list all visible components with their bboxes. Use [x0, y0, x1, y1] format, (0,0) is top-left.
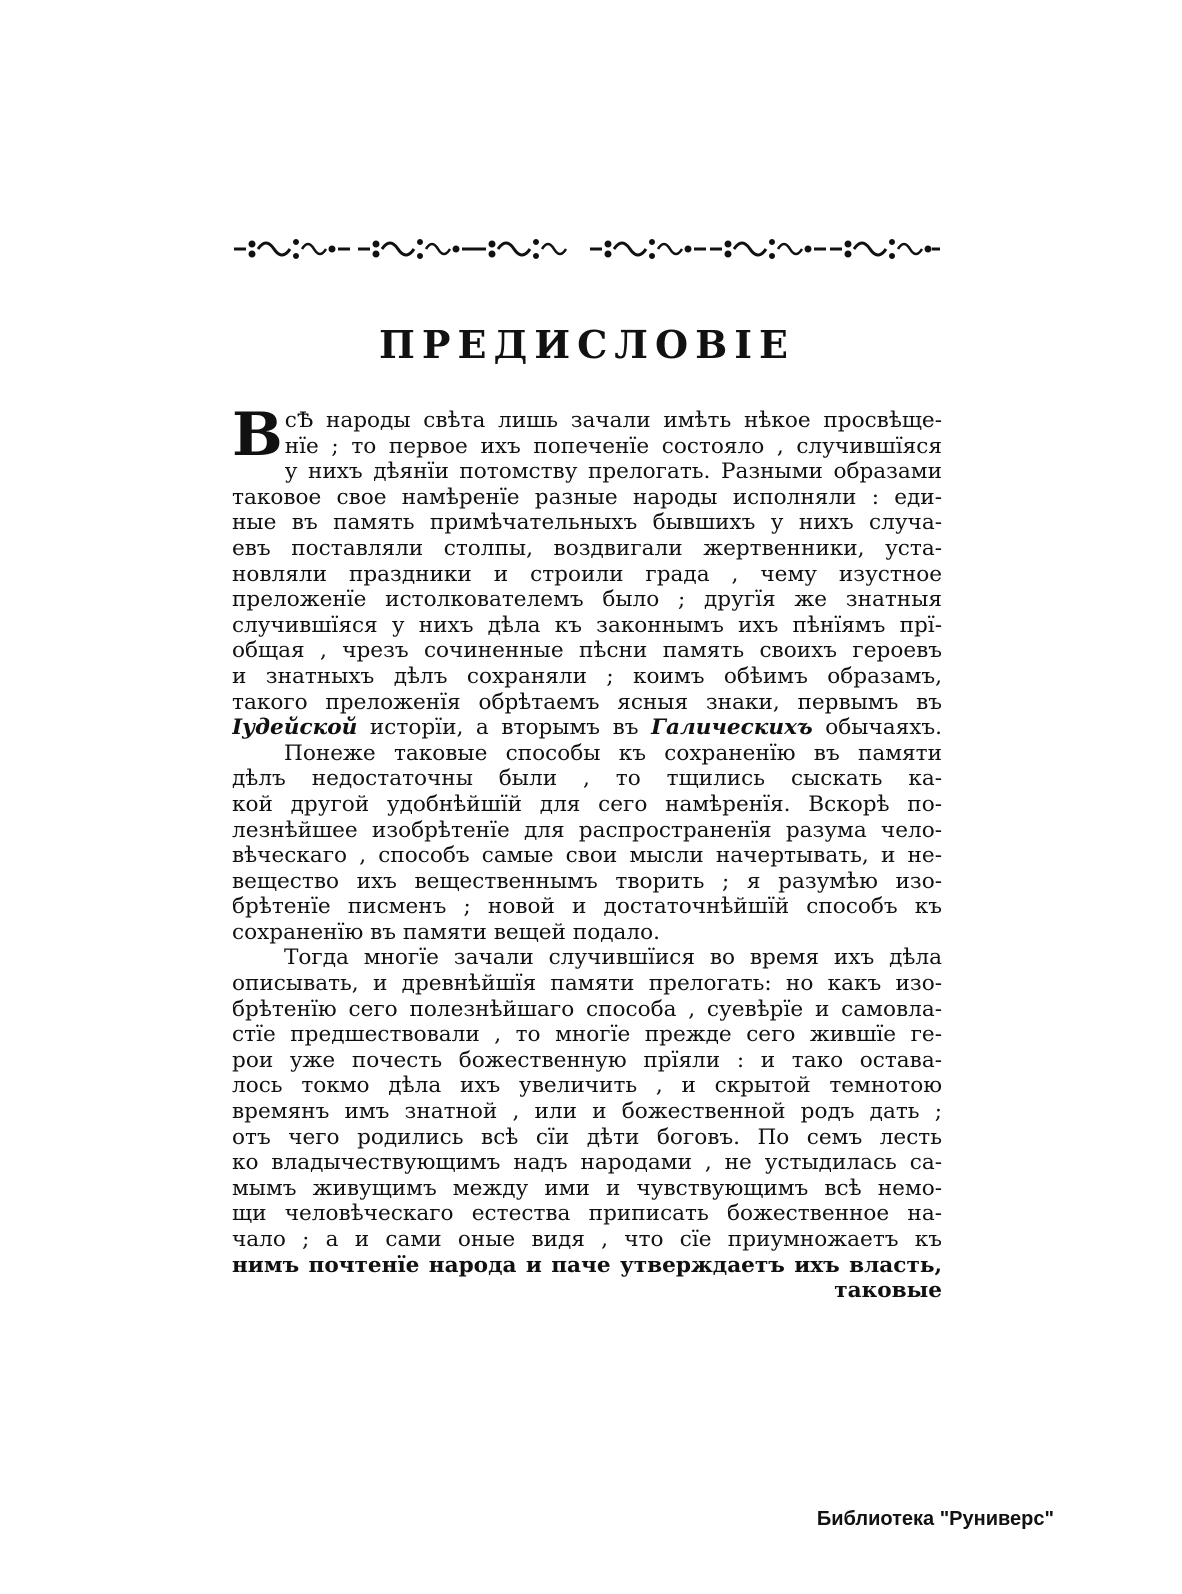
text-line: и знатныхъ дѣлъ сохраняли ; коимъ обѣимъ образамъ,: [232, 663, 942, 689]
catchword: таковые: [834, 1278, 942, 1304]
text-line: Понеже таковые способы къ сохраненїю въ памяти: [284, 740, 942, 766]
ornament-segment: [358, 240, 474, 259]
text-line: ко владычествующимъ надъ народами , не устыдилась са-: [232, 1150, 942, 1176]
page-title: ПРЕДИСЛОВІЕ: [379, 322, 795, 367]
text-line: случившїяся у нихъ дѣла къ законнымъ ихъ пѣнїямъ прї-: [232, 612, 942, 638]
text-line: сохраненїю въ памяти вещей подало.: [232, 919, 660, 945]
text-line: такого преложенїя обрѣтаемъ ясныя знаки, первымъ въ: [232, 689, 942, 715]
ornament-segment: [474, 240, 566, 259]
text-line: описывать, и древнѣйшїя памяти прелогать: но какъ изо-: [232, 971, 942, 997]
ornament-segment: [234, 240, 350, 259]
preface-text: [232, 400, 942, 1304]
text-line: у нихъ дѣянїи потомству прелогать. Разными образами: [284, 459, 942, 485]
text-line: нїе ; то первое ихъ попеченїе состояло , случившїяся: [284, 433, 942, 459]
text-line: брѣтенїе писменъ ; новой и достаточнѣйшїй способъ къ: [232, 894, 942, 920]
text-line: преложенїе истолкователемъ было ; другїя же знатныя: [232, 587, 942, 613]
paragraph-1: [232, 400, 942, 741]
text-line: вѣческаго , способъ самые свои мысли начертывать, и не-: [232, 843, 942, 869]
text-line: нимъ почтенїе народа и паче утверждаетъ ихъ власть,: [232, 1252, 942, 1278]
text-line: времянъ имъ знатной , или и божественной родъ дать ;: [232, 1099, 942, 1125]
text-line: щи человѣческаго естества приписать божественное на-: [232, 1201, 942, 1227]
ornament-segment: [830, 240, 940, 259]
text-line: чало ; а и сами оные видя , что сїе приумножаетъ къ: [232, 1227, 942, 1252]
library-footer: Библиотека "Руниверс": [816, 1508, 1054, 1530]
text-line: общая , чрезъ сочиненные пѣсни память своихъ героевъ: [232, 638, 942, 664]
text-line: лось токмо дѣла ихъ увеличить , и скрытой темнотою: [232, 1073, 942, 1099]
text-line: дѣлъ недостаточны были , то тщились сыскать ка-: [232, 766, 942, 792]
emphasis-gallic: Галическихъ: [651, 715, 813, 741]
emphasis-judean: Iудейской: [232, 715, 358, 741]
text-line: отъ чего родились всѣ сїи дѣти боговъ. По семъ лесть: [232, 1124, 942, 1150]
text-line: мымъ живущимъ между ими и чувствующимъ всѣ немо-: [232, 1175, 942, 1201]
text-fragment: исторїи, а вторымъ въ: [357, 715, 652, 741]
text-line: сѢ народы свѣта лишь зачали имѣть нѣкое просвѣще-: [284, 408, 942, 433]
ornamental-headpiece: [232, 232, 942, 266]
text-line: лезнѣйшее изобрѣтенїе для распространенїя разума чело-: [232, 817, 942, 843]
text-line: таковое свое намѣренїе разные народы исполняли : еди-: [232, 484, 942, 510]
text-line: ные въ память примѣчательныхъ бывшихъ у нихъ случа-: [232, 510, 942, 536]
text-line: Тогда многїе зачали случившїися во время ихъ дѣла: [284, 945, 942, 971]
text-line: новляли праздники и строили града , чему изустное: [232, 561, 942, 587]
text-line: брѣтенїю сего полезнѣйшаго способа , суевѣрїе и самовла-: [232, 996, 942, 1022]
drop-cap: B: [232, 400, 283, 470]
text-fragment: обычаяхъ.: [812, 715, 942, 741]
paragraph-2: [232, 741, 942, 946]
text-line: вещество ихъ вещественнымъ творить ; я разумѣю изо-: [232, 868, 942, 894]
ornament-segment: [710, 240, 826, 259]
ornament-segment: [590, 240, 706, 259]
text-line: стїе предшествовали , то многїе прежде сего жившїе ге-: [232, 1022, 942, 1048]
paragraph-3: [232, 945, 942, 1303]
text-line: евъ поставляли столпы, воздвигали жертвенники, уста-: [232, 535, 942, 561]
text-line: кой другой удобнѣйшїй для сего намѣренїя. Вскорѣ по-: [232, 791, 942, 817]
text-line: рои уже почесть божественную прїяли : и тако остава-: [232, 1047, 942, 1073]
text-line: [232, 715, 942, 741]
